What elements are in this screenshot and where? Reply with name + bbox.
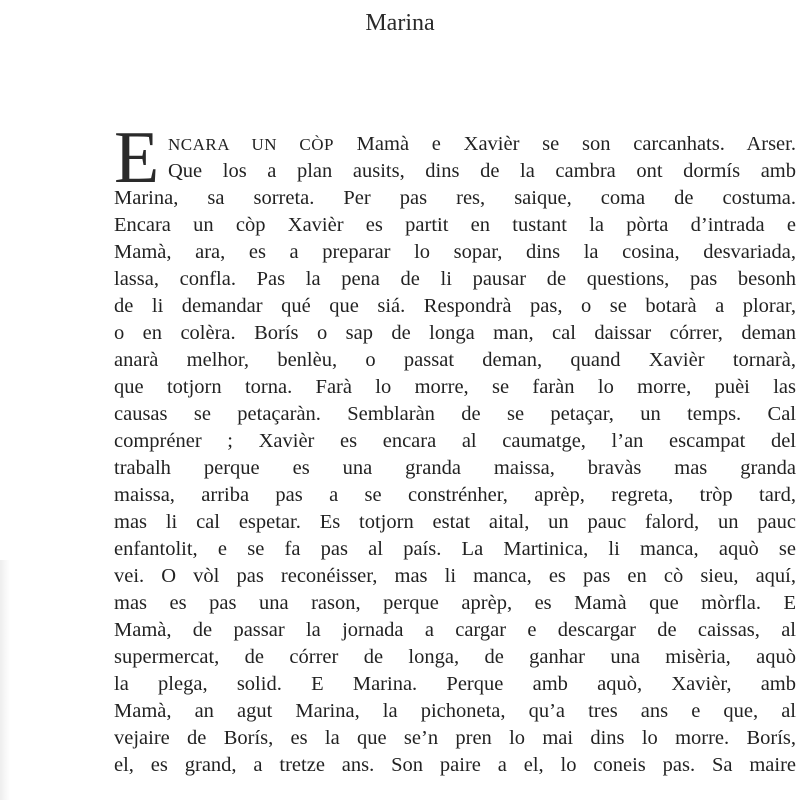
- body-text: [114, 131, 796, 779]
- text-line: compréner ; Xavièr es encara al caumatge, l’an escampat del: [114, 430, 796, 452]
- text-line: Mamà, de passar la jornada a cargar e descargar de caissas, al: [114, 619, 796, 641]
- text-line: vei. O vòl pas reconéisser, mas li manca, es pas en cò sieu, aquí,: [114, 565, 796, 587]
- page-edge-shadow: [0, 560, 10, 800]
- text-line: supermercat, de córrer de longa, de ganhar una misèria, aquò: [114, 646, 796, 668]
- text-line: enfantolit, e se fa pas al país. La Martinica, li manca, aquò se: [114, 538, 796, 560]
- text-line: mas es pas una rason, perque aprèp, es Mamà que mòrfla. E: [114, 592, 796, 614]
- text-line: Marina, sa sorreta. Per pas res, saique, coma de costuma.: [114, 187, 796, 209]
- text-line: Mamà, an agut Marina, la pichoneta, qu’a tres ans e que, al: [114, 700, 796, 722]
- text-line: Mamà, ara, es a preparar lo sopar, dins la cosina, desvariada,: [114, 241, 796, 263]
- drop-cap: E: [114, 117, 160, 199]
- text-line: vejaire de Borís, es la que se’n pren lo mai dins lo morre. Borís,: [114, 727, 796, 749]
- text-line: la plega, solid. E Marina. Perque amb aquò, Xavièr, amb: [114, 673, 796, 695]
- chapter-title: Marina: [365, 10, 435, 36]
- text-line: Que los a plan ausits, dins de la cambra ont dormís amb: [168, 160, 796, 182]
- first-line-rest: Mamà e Xavièr se son carcanhats. Arser.: [333, 133, 796, 155]
- text-line: causas se petaçaràn. Semblaràn de se petaçar, un temps. Cal: [114, 403, 796, 425]
- text-line: o en colèra. Borís o sap de longa man, cal daissar córrer, deman: [114, 322, 796, 344]
- text-line: lassa, confla. Pas la pena de li pausar de questions, pas besonh: [114, 268, 796, 290]
- text-line: de li demandar qué que siá. Respondrà pas, o se botarà a plorar,: [114, 295, 796, 317]
- smallcaps-opening: NCARA UN CÒP: [168, 135, 334, 154]
- text-line: mas li cal espetar. Es totjorn estat aital, un pauc falord, un pauc: [114, 511, 796, 533]
- text-line: Encara un còp Xavièr es partit en tustant la pòrta d’intrada e: [114, 214, 796, 236]
- text-line-first: [114, 131, 796, 158]
- text-line: trabalh perque es una granda maissa, bravàs mas granda: [114, 457, 796, 479]
- text-line: anarà melhor, benlèu, o passat deman, quand Xavièr tornarà,: [114, 349, 796, 371]
- text-line: el, es grand, a tretze ans. Son paire a el, lo coneis pas. Sa maire: [114, 754, 796, 776]
- text-line: que totjorn torna. Farà lo morre, se faràn lo morre, puèi las: [114, 376, 796, 398]
- text-line: maissa, arriba pas a se constrénher, aprèp, regreta, tròp tard,: [114, 484, 796, 506]
